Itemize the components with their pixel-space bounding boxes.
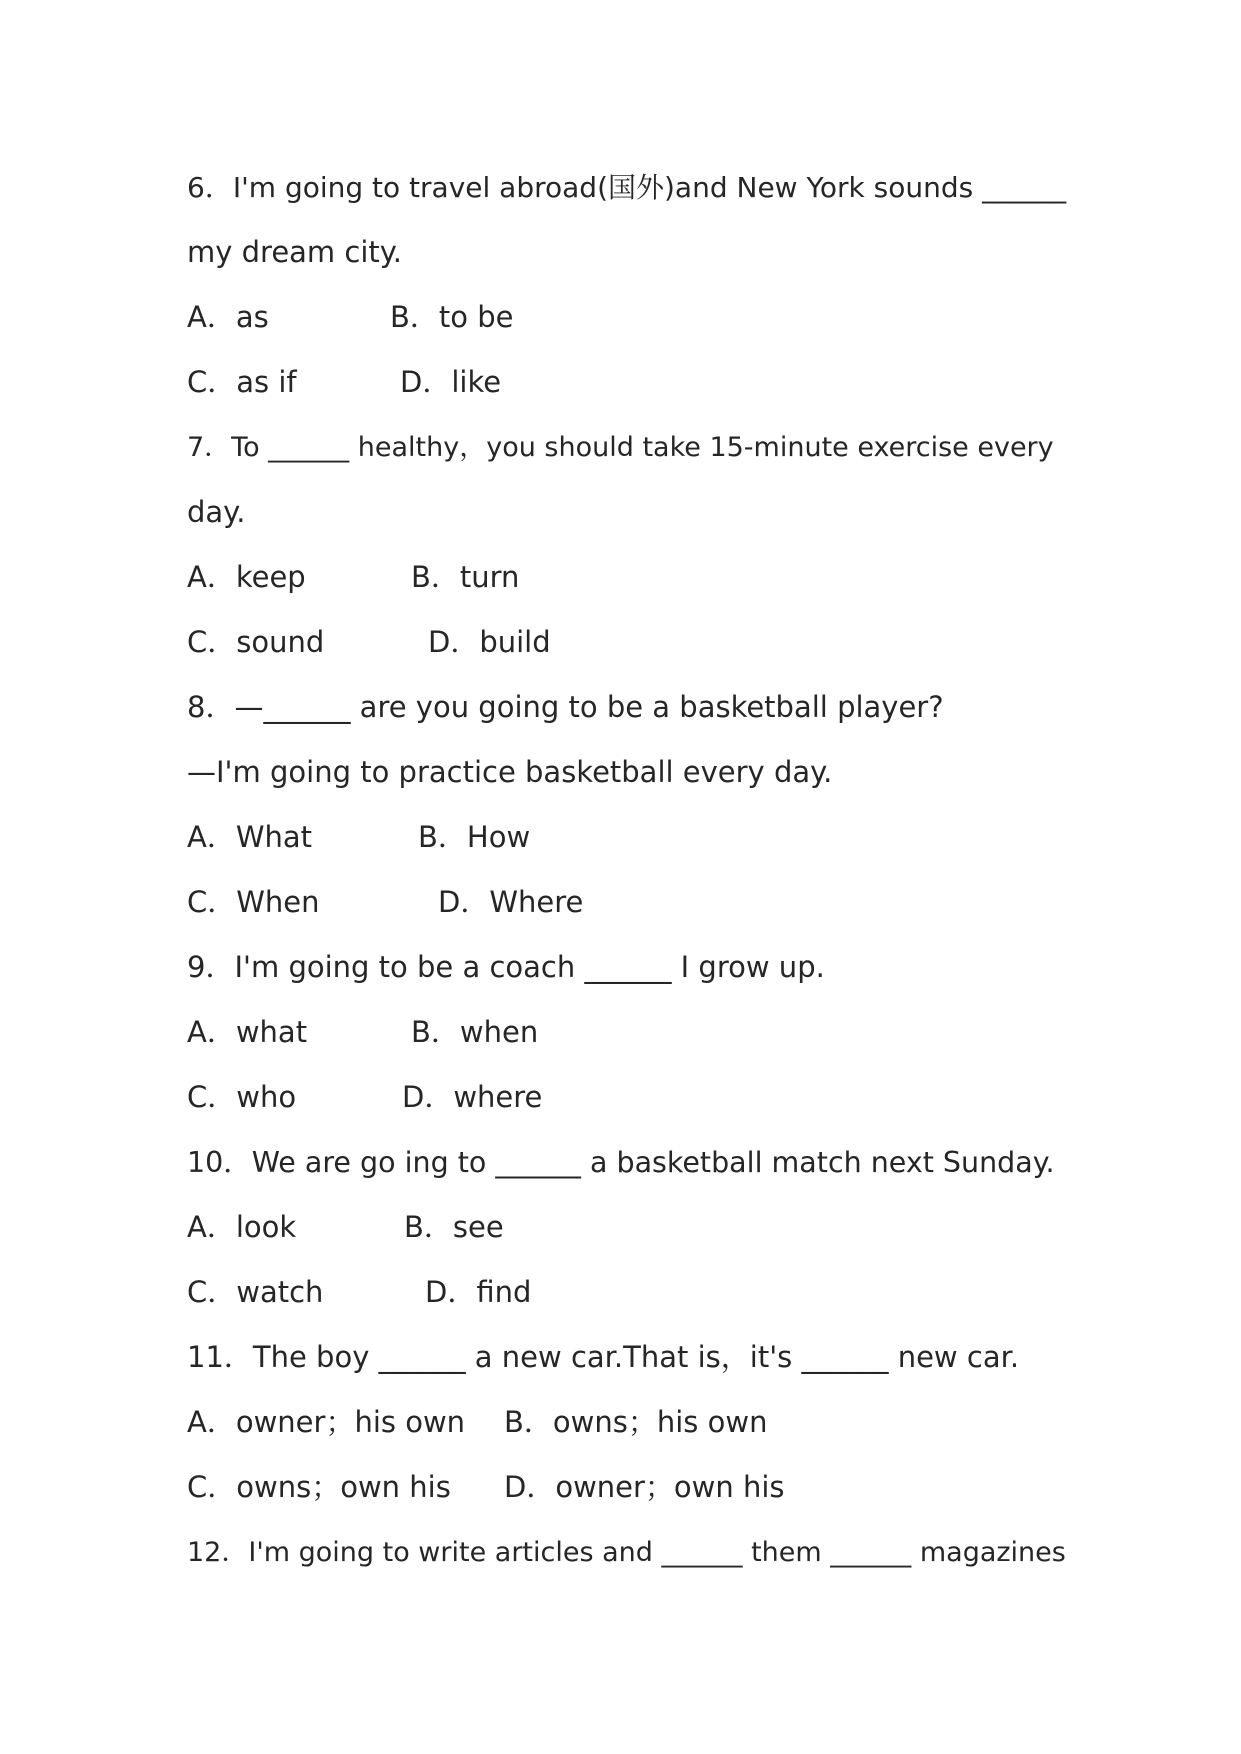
question-11-option-a: A．owner；his own (187, 1405, 466, 1439)
question-7-option-c: C．sound (187, 625, 325, 659)
question-6-options-row-1 (187, 285, 1067, 350)
question-9-options-row-1 (187, 1000, 1067, 1065)
question-11-stem: 11．The boy ______ a new car.That is，it's ______ new car. (187, 1340, 1020, 1374)
question-8-stem-line-1: 8．—______ are you going to be a basketball player? (187, 690, 944, 724)
question-9-option-b: B．when (411, 1015, 539, 1049)
question-8-options-row-2 (187, 870, 1067, 935)
question-8-options-row-1 (187, 805, 1067, 870)
question-6-stem-line-1: 6．I'm going to travel abroad(国外)and New York sounds ______ (187, 171, 1067, 204)
question-8-option-a: A．What (187, 820, 313, 854)
question-7-stem-line-1: 7．To ______ healthy，you should take 15-minute exercise every (187, 432, 1054, 463)
question-7-stem-line-2: day. (187, 495, 246, 529)
question-7-option-a: A．keep (187, 560, 306, 594)
question-12-stem: 12．I'm going to write articles and ______ them ______ magazines (187, 1537, 1066, 1568)
question-6-option-a: A．as (187, 300, 269, 334)
question-10-option-c: C．watch (187, 1275, 324, 1309)
question-10-options-row-1 (187, 1195, 1067, 1260)
question-9-option-c: C．who (187, 1080, 297, 1114)
question-7-options-row-2 (187, 610, 1067, 675)
question-8-option-b: B．How (418, 820, 531, 854)
question-11-option-d: D．owner；own his (504, 1470, 785, 1504)
question-6-option-b: B．to be (390, 300, 514, 334)
question-10-stem: 10．We are go ing to ______ a basketball match next Sunday. (187, 1146, 1055, 1179)
question-9-options-row-2 (187, 1065, 1067, 1130)
question-8-option-c: C．When (187, 885, 320, 919)
question-9-option-d: D．where (402, 1080, 543, 1114)
question-11-option-c: C．owns；own his (187, 1470, 451, 1504)
question-11-options-row-1 (187, 1390, 1067, 1455)
question-8-stem-line-2: —I'm going to practice basketball every day. (187, 755, 833, 789)
question-8-option-d: D．Where (438, 885, 584, 919)
question-6-stem-line-2: my dream city. (187, 235, 403, 269)
question-10-options-row-2 (187, 1260, 1067, 1325)
question-7-option-b: B．turn (411, 560, 520, 594)
question-9-stem: 9．I'm going to be a coach ______ I grow up. (187, 950, 825, 984)
question-10-option-b: B．see (404, 1210, 504, 1244)
question-7-option-d: D．build (428, 625, 551, 659)
question-11-options-row-2 (187, 1455, 1067, 1520)
question-10-option-d: D．find (425, 1275, 532, 1309)
question-9-option-a: A．what (187, 1015, 308, 1049)
question-6-option-d: D．like (400, 365, 502, 399)
document-page (187, 155, 1067, 1585)
question-10-option-a: A．look (187, 1210, 297, 1244)
question-6-options-row-2 (187, 350, 1067, 415)
question-6-option-c: C．as if (187, 365, 297, 399)
question-11-option-b: B．owns；his own (504, 1405, 768, 1439)
question-7-options-row-1 (187, 545, 1067, 610)
